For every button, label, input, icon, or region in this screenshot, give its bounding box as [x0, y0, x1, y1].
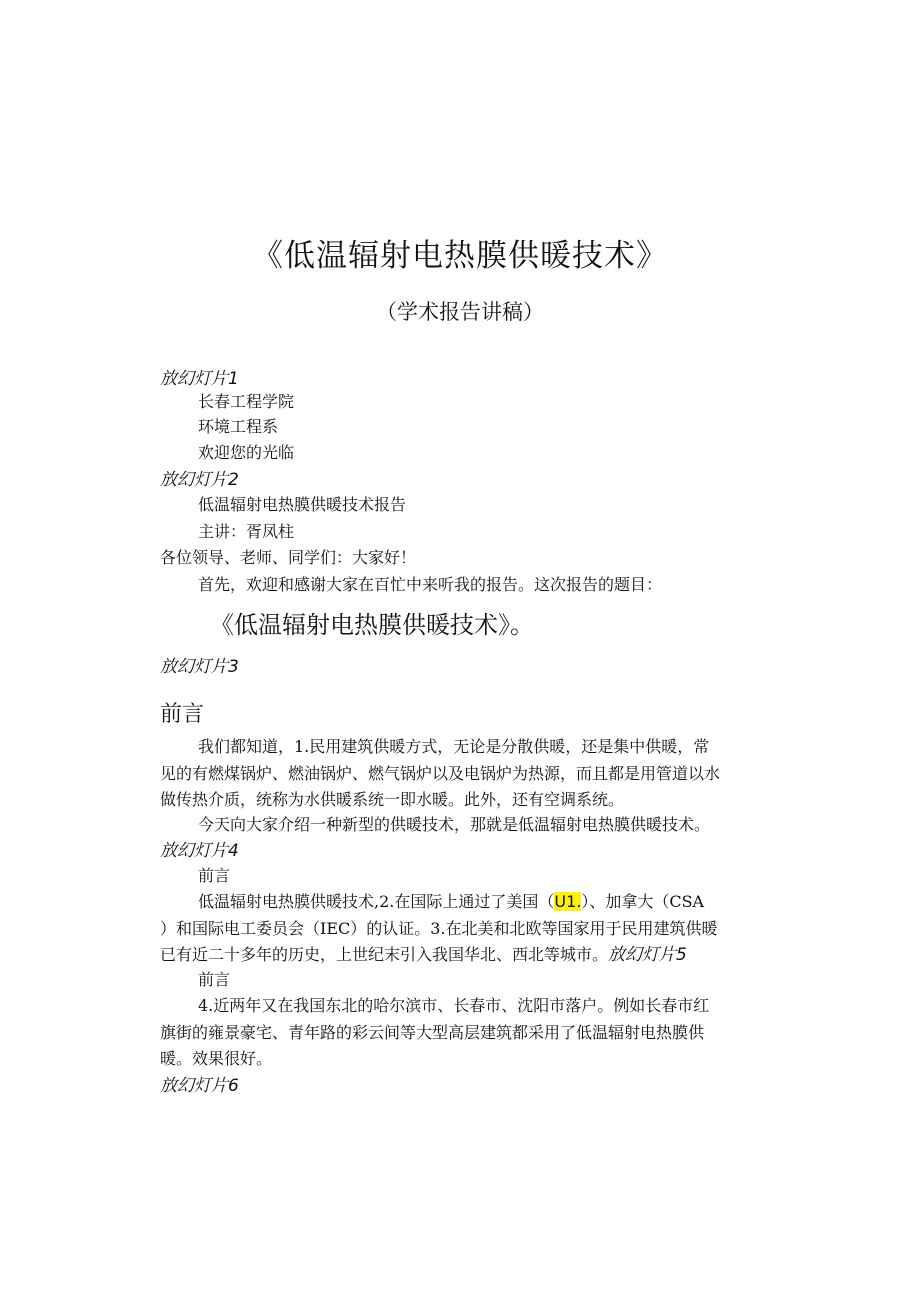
certification-line-1-before: 低温辐射电热膜供暖技术,2.在国际上通过了美国（ [198, 892, 555, 911]
slide-2-label: 放幻灯片2 [160, 470, 239, 490]
northeast-para-line-2: 旗街的雍景豪宅、青年路的彩云间等大型高层建筑都采用了低温辐射电热膜供 [160, 1023, 705, 1042]
slide-4-label: 放幻灯片4 [160, 841, 239, 861]
slide-4-heading: 前言 [198, 866, 231, 885]
preface-para-1-line-2: 见的有燃煤锅炉、燃油锅炉、燃气锅炉以及电锅炉为热源，而且都是用管道以水 [160, 764, 721, 783]
slide-1-line-1: 长春工程学院 [198, 392, 295, 411]
preface-heading: 前言 [160, 702, 205, 727]
report-topic-quote: 《低温辐射电热膜供暖技术》。 [210, 611, 534, 639]
intro-line: 首先，欢迎和感谢大家在百忙中来听我的报告。这次报告的题目： [198, 575, 663, 594]
history-text: 已有近二十多年的历史，上世纪末引入我国华北、西北等城市。 [160, 945, 609, 964]
slide-6-label: 放幻灯片6 [160, 1076, 239, 1096]
preface-para-1-line-1: 我们都知道，1.民用建筑供暖方式，无论是分散供暖，还是集中供暖，常 [198, 737, 710, 756]
greeting-line: 各位领导、老师、同学们：大家好！ [160, 548, 417, 567]
document-subtitle: （学术报告讲稿） [376, 300, 544, 324]
slide-1-line-3: 欢迎您的光临 [198, 443, 295, 462]
speaker-line: 主讲：胥凤柱 [198, 522, 295, 541]
slide-5-label: 放幻灯片5 [608, 945, 687, 965]
slide-1-label: 放幻灯片1 [160, 369, 239, 389]
preface-para-1-line-3: 做传热介质，统称为水供暖系统一即水暖。此外，还有空调系统。 [160, 790, 625, 809]
highlighted-u1: U1. [554, 892, 582, 911]
slide-3-label: 放幻灯片3 [160, 657, 239, 677]
certification-line-1-after: ）、加拿大（CSA [581, 892, 705, 911]
slide-5-heading: 前言 [198, 970, 231, 989]
report-title-line: 低温辐射电热膜供暖技术报告 [198, 495, 407, 514]
certification-line-2: ）和国际电工委员会（IEC）的认证。3.在北美和北欧等国家用于民用建筑供暖 [160, 919, 718, 938]
document-title: 《低温辐射电热膜供暖技术》 [252, 238, 668, 274]
northeast-para-line-3: 暖。效果很好。 [160, 1049, 273, 1068]
certification-line-1 [198, 892, 704, 912]
certification-line-3 [160, 945, 687, 965]
slide-1-line-2: 环境工程系 [198, 417, 279, 436]
preface-para-2: 今天向大家介绍一种新型的供暖技术，那就是低温辐射电热膜供暖技术。 [198, 815, 711, 834]
northeast-para-line-1: 4.近两年又在我国东北的哈尔滨市、长春市、沈阳市落户。例如长春市红 [198, 996, 710, 1015]
